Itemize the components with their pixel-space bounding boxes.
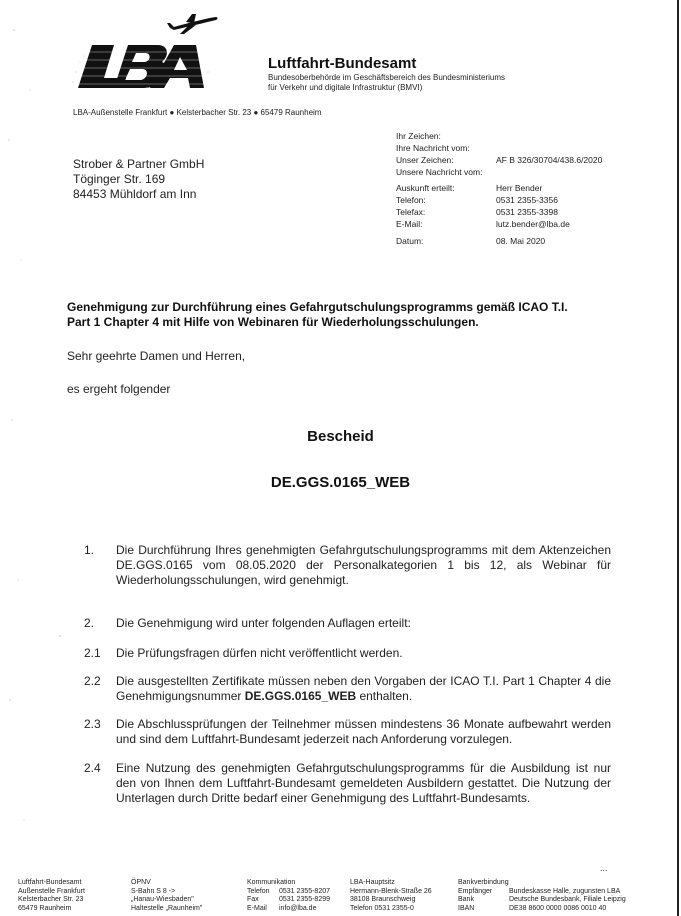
footer-line: Bankverbindung — [458, 879, 509, 886]
ref-value: 0531 2355-3398 — [496, 207, 558, 217]
footer-line: 65479 Raunheim — [18, 904, 72, 912]
footer-line: Telefon — [247, 887, 270, 895]
salutation: Sehr geehrte Damen und Herren, — [67, 349, 246, 363]
footer-line: LBA-Hauptsitz — [350, 879, 395, 886]
ref-label: Telefon: — [396, 195, 426, 205]
footer-line: Kelsterbacher Str. 23 — [18, 896, 84, 903]
footer-line: IBAN — [458, 904, 475, 912]
footer-communication-values — [279, 879, 330, 913]
subject-line-1: Genehmigung zur Durchführung eines Gefahrgutschulungsprogramms gemäß ICAO T.I. — [67, 300, 568, 314]
org-name: Luftfahrt-Bundesamt — [268, 55, 417, 72]
footer-line: Deutsche Bundesbank, Filiale Leipzig — [509, 896, 626, 903]
org-subtitle — [268, 73, 505, 93]
airplane-icon — [167, 14, 218, 34]
item-text-part: Die ausgestellten Zertifikate müssen neben den Vorgaben der ICAO T.I. Part 1 Chapter 4 die Genehmigungsnummer — [116, 674, 611, 703]
footer-line — [509, 879, 626, 888]
ref-value: 0531 2355-3356 — [496, 195, 558, 205]
decision-heading: Bescheid — [307, 428, 374, 445]
footer-line: Telefon 0531 2355-0 — [350, 904, 414, 912]
footer-line: E-Mail — [247, 904, 267, 912]
footer-line: S-Bahn S 8 -> — [131, 887, 176, 895]
item-text — [116, 674, 611, 704]
footer-line: Empfänger — [458, 887, 493, 895]
footer-bank-labels — [458, 879, 509, 913]
sender-address-line: LBA-Außenstelle Frankfurt ● Kelsterbacher Str. 23 ● 65479 Raunheim — [73, 108, 322, 117]
ref-email-value[interactable]: lutz.bender@lba.de — [496, 219, 570, 229]
approval-number: DE.GGS.0165_WEB — [270, 474, 411, 491]
recipient-city: 84453 Mühldorf am Inn — [73, 187, 197, 201]
recipient-name: Strober & Partner GmbH — [73, 157, 205, 171]
footer-line: ÖPNV — [131, 879, 151, 886]
footer-headquarters — [350, 879, 432, 913]
ref-label: Ihr Zeichen: — [396, 131, 441, 141]
footer-line: Luftfahrt-Bundesamt — [18, 879, 82, 886]
lba-logo — [70, 12, 220, 92]
intro-text: es ergeht folgender — [67, 382, 171, 396]
item-text: Eine Nutzung des genehmigten Gefahrgutschulungsprogramms für die Ausbildung ist nur den von Ihnen dem Luftfahrt-Bundesamt gemeldeten Ausbildern gestattet. Die Nutzung der Unterlagen durch Dritte bedarf einer Genehmigung des Luftfahrt-Bundesamts. — [116, 761, 611, 805]
item-text: Die Genehmigung wird unter folgenden Auflagen erteilt: — [116, 616, 411, 630]
footer-line: 0531 2355-8299 — [279, 896, 330, 903]
item-number: 1. — [84, 543, 95, 557]
continuation-marker: ... — [600, 863, 608, 873]
recipient-street: Töginger Str. 169 — [73, 172, 166, 186]
item-text: Die Prüfungsfragen dürfen nicht veröffentlicht werden. — [116, 646, 403, 660]
footer-line: Außenstelle Frankfurt — [18, 887, 85, 895]
item-number: 2.4 — [84, 761, 101, 775]
footer-line: 0531 2355-8207 — [279, 887, 330, 895]
recipient-address — [73, 157, 204, 202]
ref-value: AF B 326/30704/438.6/2020 — [496, 155, 603, 165]
footer-line: Haltestelle „Raunheim" — [131, 904, 203, 912]
ref-label: Ihre Nachricht vom: — [396, 143, 470, 153]
item-number: 2. — [84, 616, 95, 630]
ref-label: Auskunft erteilt: — [396, 183, 455, 193]
item-number: 2.3 — [84, 717, 101, 731]
footer-line: Kommunikation — [247, 879, 296, 886]
item-text: Die Abschlussprüfungen der Teilnehmer müssen mindestens 36 Monate aufbewahrt werden und sind dem Luftfahrt-Bundesamt jederzeit nach Anforderung vorzulegen. — [116, 717, 611, 746]
org-subtitle-line-2: für Verkehr und digitale Infrastruktur (BMVI) — [268, 83, 423, 92]
ref-label: Unsere Nachricht vom: — [396, 167, 483, 177]
org-subtitle-line-1: Bundesoberbehörde im Geschäftsbereich des Bundesministeriums — [268, 73, 506, 82]
ref-label: E-Mail: — [396, 219, 423, 229]
footer-bank-values — [509, 879, 626, 913]
ref-value: Herr Bender — [496, 183, 543, 193]
footer-line: „Hanau-Wiesbaden" — [131, 896, 194, 903]
footer-line — [279, 879, 330, 888]
footer-line: Hermann-Blenk-Straße 26 — [350, 887, 432, 895]
footer-address — [18, 879, 85, 913]
footer-line: Fax — [247, 896, 259, 903]
letter-subject — [67, 300, 607, 330]
ref-value: 08. Mai 2020 — [496, 236, 546, 246]
subject-line-2: Part 1 Chapter 4 mit Hilfe von Webinaren für Wiederholungsschulungen. — [67, 315, 479, 329]
ref-label: Datum: — [396, 236, 424, 246]
item-text-approval-number: DE.GGS.0165_WEB — [244, 689, 357, 703]
footer-line: 38108 Braunschweig — [350, 896, 416, 903]
footer-email-link[interactable]: info@lba.de — [279, 904, 317, 912]
item-number: 2.1 — [84, 646, 101, 660]
footer-line: Bank — [458, 896, 474, 903]
item-text-part: enthalten. — [356, 689, 413, 703]
footer-line: DE38 8600 0000 0086 0010 40 — [509, 904, 607, 912]
footer-transport — [131, 879, 202, 913]
footer-line: Bundeskasse Halle, zugunsten LBA — [509, 887, 621, 895]
ref-label: Unser Zeichen: — [396, 155, 454, 165]
ref-label: Telefax: — [396, 207, 426, 217]
item-number: 2.2 — [84, 674, 101, 688]
item-text: Die Durchführung Ihres genehmigten Gefahrgutschulungsprogramms mit dem Aktenzeichen DE.GGS.0165 vom 08.05.2020 der Personalkategorien 1 bis 12, als Webinar für Wiederholungsschulungen, wird genehmigt. — [116, 543, 611, 587]
